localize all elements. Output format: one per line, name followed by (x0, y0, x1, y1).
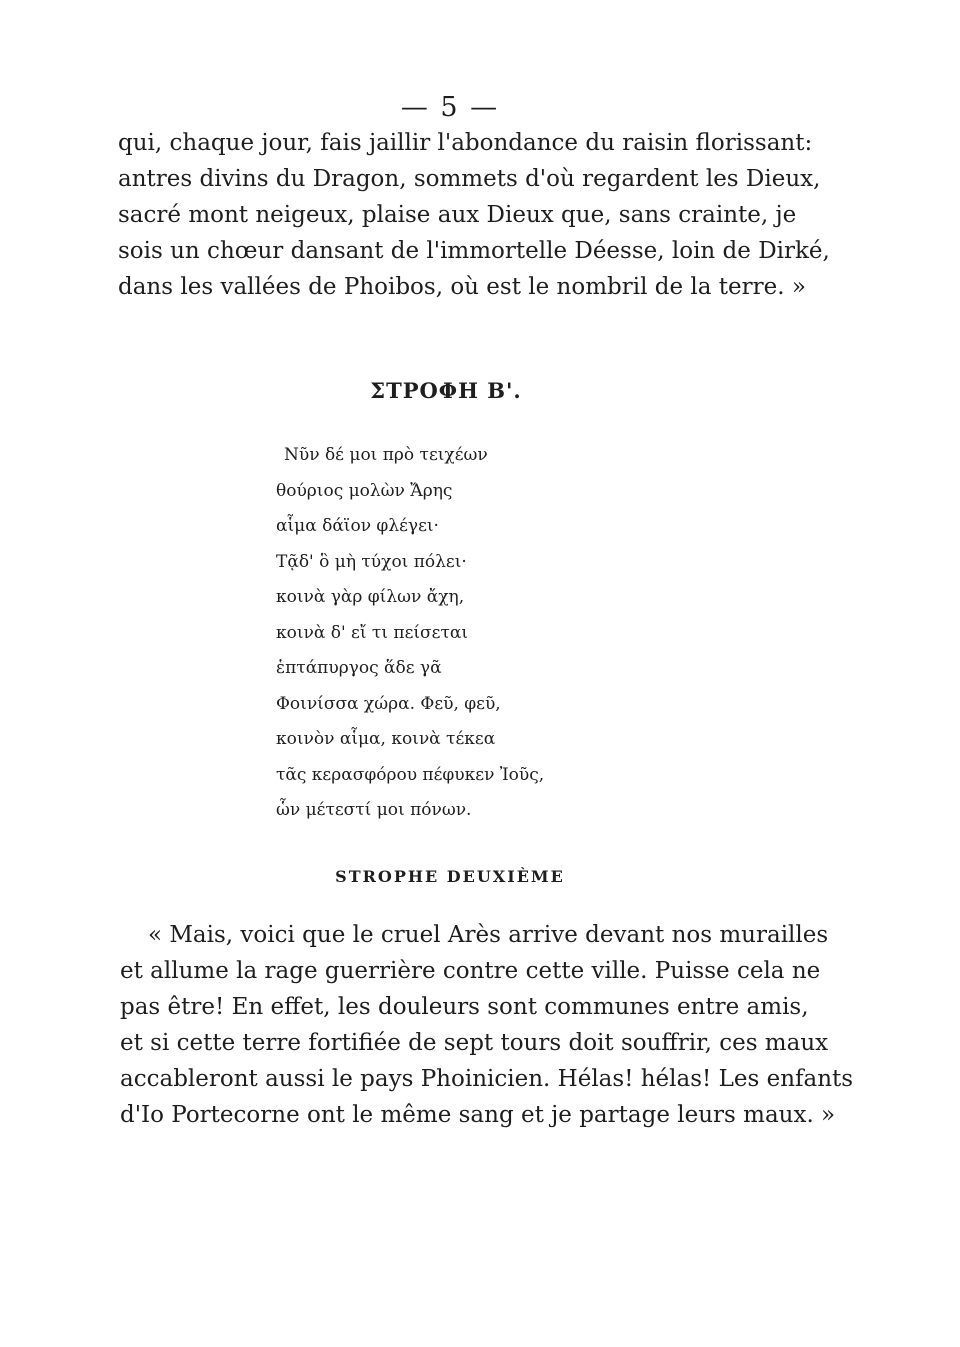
prose-line: et allume la rage guerrière contre cette ville. Puisse cela ne (120, 958, 821, 984)
verse-line: Τᾷδ' ὃ μὴ τύχοι πόλει· (276, 551, 467, 572)
verse-line: αἷμα δάϊον φλέγει· (276, 516, 439, 536)
verse-line: κοινὰ δ' εἴ τι πείσεται (276, 622, 469, 643)
verse-line: ὧν μέτεστί μοι πόνων. (276, 800, 472, 820)
verse-line: θούριος μολὼν Ἄρης (276, 480, 453, 501)
greek-verse (276, 438, 544, 829)
verse-line: ἑπτάπυργος ἅδε γᾶ (276, 658, 442, 678)
prose-line: dans les vallées de Phoibos, où est le nombril de la terre. » (118, 274, 806, 300)
french-strophe-heading: STROPHE DEUXIÈME (335, 867, 565, 886)
prose-line: pas être! En effet, les douleurs sont communes entre amis, (120, 994, 809, 1020)
verse-line: Φοινίσσα χώρα. Φεῦ, φεῦ, (276, 693, 501, 714)
prose-line: sacré mont neigeux, plaise aux Dieux que, sans crainte, je (118, 202, 797, 228)
verse-line: Νῦν δέ μοι πρὸ τειχέων (284, 445, 488, 465)
prose-line: accableront aussi le pays Phoinicien. Hélas! hélas! Les enfants (120, 1066, 854, 1092)
prose-line: antres divins du Dragon, sommets d'où regardent les Dieux, (118, 166, 821, 192)
prose-line: « Mais, voici que le cruel Arès arrive devant nos murailles (148, 922, 829, 948)
verse-line: κοινὰ γὰρ φίλων ἄχη, (276, 587, 465, 607)
prose-line: et si cette terre fortifiée de sept tours doit souffrir, ces maux (120, 1030, 829, 1056)
greek-strophe-heading: ΣΤΡΟΦΗ Β'. (370, 378, 522, 403)
prose-paragraph-bottom (120, 917, 854, 1133)
verse-line: τᾶς κερασφόρου πέφυκεν Ἰοῦς, (276, 764, 545, 785)
prose-line: qui, chaque jour, fais jaillir l'abondance du raisin florissant: (118, 130, 813, 156)
prose-paragraph-top (118, 125, 830, 305)
prose-line: sois un chœur dansant de l'immortelle Déesse, loin de Dirké, (118, 238, 830, 264)
page-number: — 5 — (400, 92, 500, 123)
verse-line: κοινὸν αἷμα, κοινὰ τέκεα (276, 729, 496, 749)
prose-line: d'Io Portecorne ont le même sang et je partage leurs maux. » (120, 1102, 836, 1128)
